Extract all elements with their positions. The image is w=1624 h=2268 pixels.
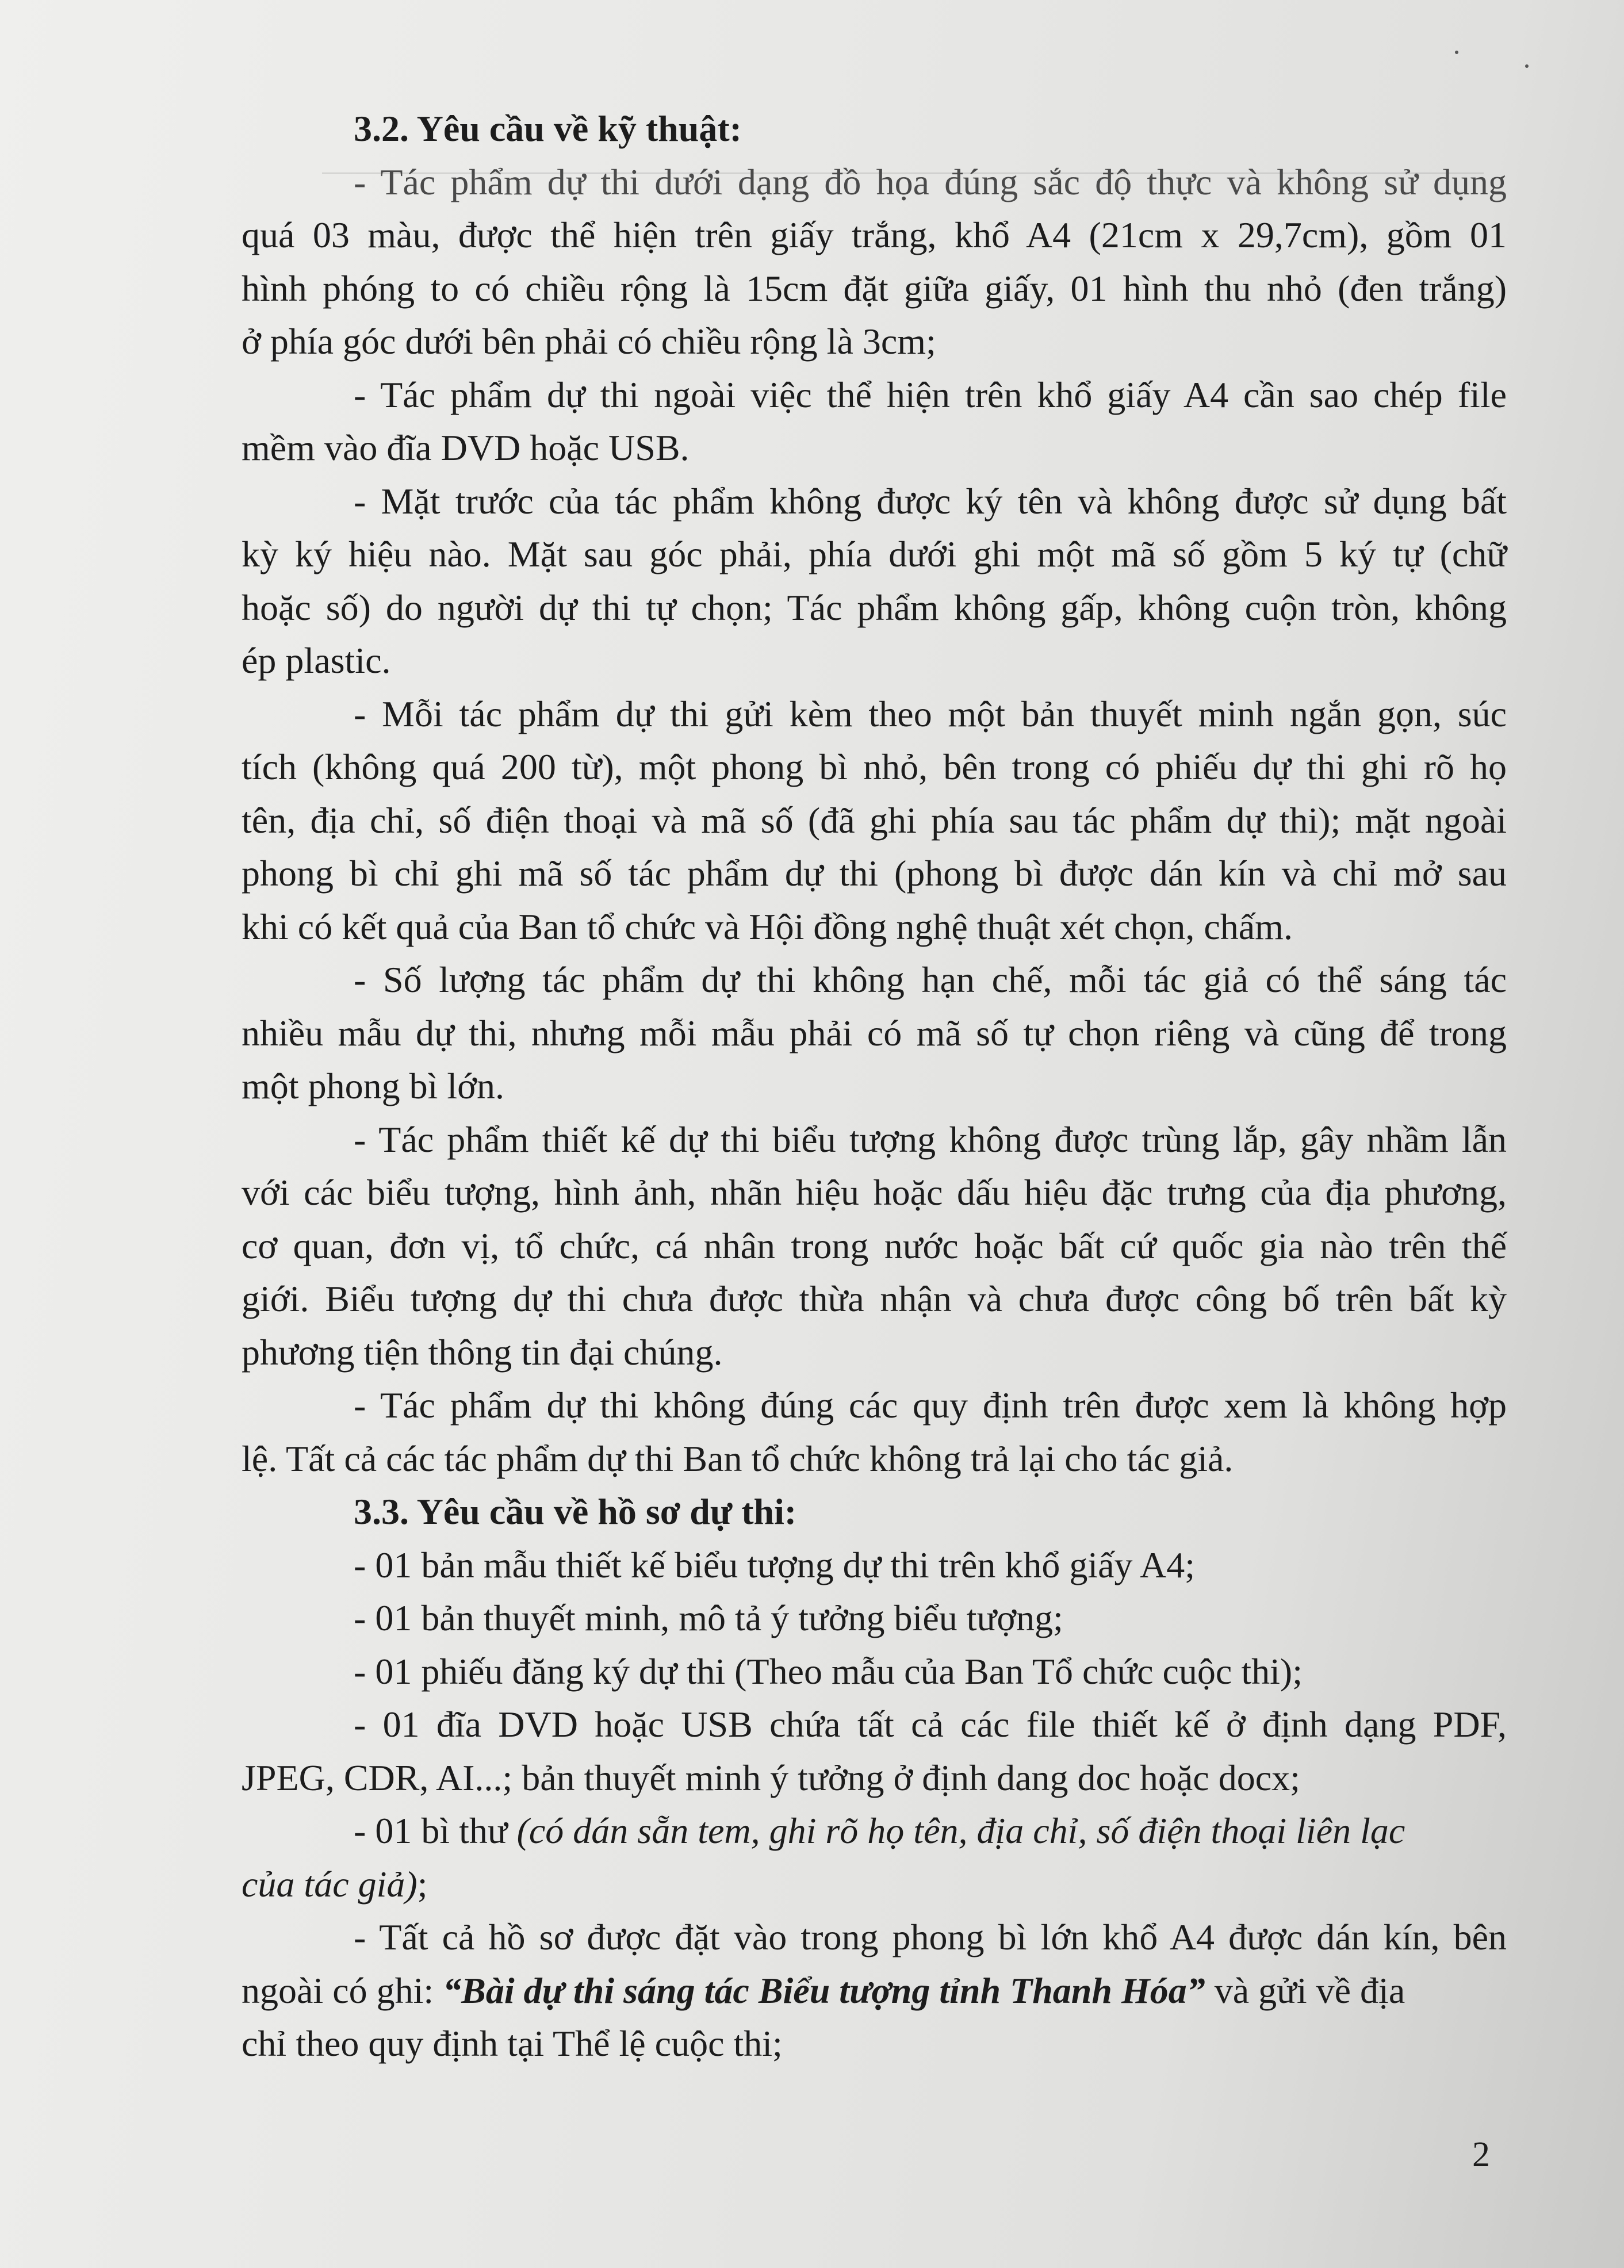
text-line: - 01 đĩa DVD hoặc USB chứa tất cả các file thiết kế ở định dạng PDF, (354, 1704, 1507, 1745)
text-line: khi có kết quả của Ban tổ chức và Hội đồng nghệ thuật xét chọn, chấm. (242, 906, 1293, 947)
text-line: phương tiện thông tin đại chúng. (242, 1331, 723, 1373)
text-segment: - 01 bì thư (354, 1810, 517, 1851)
text-line: JPEG, CDR, AI...; bản thuyết minh ý tưởng ở định dang doc hoặc docx; (242, 1757, 1300, 1798)
text-line: ở phía góc dưới bên phải có chiều rộng là 3cm; (242, 321, 936, 362)
text-line: với các biểu tượng, hình ảnh, nhãn hiệu hoặc dấu hiệu đặc trưng của địa phương, (242, 1172, 1507, 1213)
scan-speck (1525, 64, 1529, 68)
text-line: tích (không quá 200 từ), một phong bì nhỏ, bên trong có phiếu dự thi ghi rõ họ (242, 746, 1507, 787)
text-line: - Mặt trước của tác phẩm không được ký tên và không được sử dụng bất (354, 480, 1507, 522)
paragraph-front-back-marking (242, 475, 1507, 688)
paragraph-originality (242, 1113, 1507, 1380)
paragraph-digital-copy (242, 369, 1507, 475)
paragraph-explanation-envelope (242, 688, 1507, 954)
section-heading-3-2: 3.2. Yêu cầu về kỹ thuật: (354, 108, 742, 149)
requirement-item-submission (242, 1911, 1507, 2071)
requirement-item-envelope (242, 1805, 1507, 1911)
text-line: - Mỗi tác phẩm dự thi gửi kèm theo một bản thuyết minh ngắn gọn, súc (354, 693, 1507, 734)
text-line: kỳ ký hiệu nào. Mặt sau góc phải, phía dưới ghi một mã số gồm 5 ký tự (chữ (242, 534, 1507, 574)
text-segment: ; (417, 1863, 428, 1905)
text-line: giới. Biểu tượng dự thi chưa được thừa nhận và chưa được công bố trên bất kỳ (242, 1278, 1507, 1319)
section-heading-3-3: 3.3. Yêu cầu về hồ sơ dự thi: (354, 1491, 797, 1532)
text-line: chỉ theo quy định tại Thể lệ cuộc thi; (242, 2023, 783, 2064)
text-line: - Số lượng tác phẩm dự thi không hạn chế, mỗi tác giả có thể sáng tác (354, 959, 1507, 1000)
text-line: - Tác phẩm dự thi không đúng các quy định trên được xem là không hợp (354, 1385, 1507, 1426)
text-line: mềm vào đĩa DVD hoặc USB. (242, 427, 690, 468)
text-line: quá 03 màu, được thể hiện trên giấy trắng, khổ A4 (21cm x 29,7cm), gồm 01 (242, 214, 1507, 255)
text-line: hoặc số) do người dự thi tự chọn; Tác phẩm không gấp, không cuộn tròn, không (242, 587, 1507, 628)
page-number: 2 (1472, 2135, 1490, 2174)
text-line (242, 1964, 1507, 2018)
text-line: phong bì chỉ ghi mã số tác phẩm dự thi (phong bì được dán kín và chỉ mở sau (242, 853, 1507, 894)
text-line: tên, địa chỉ, số điện thoại và mã số (đã ghi phía sau tác phẩm dự thi); mặt ngoài (242, 799, 1507, 841)
text-line: hình phóng to có chiều rộng là 15cm đặt giữa giấy, 01 hình thu nhỏ (đen trắng) (242, 267, 1507, 309)
text-line: nhiều mẫu dự thi, nhưng mỗi mẫu phải có mã số tự chọn riêng và cũng để trong (242, 1012, 1507, 1053)
text-line: ép plastic. (242, 640, 391, 681)
text-line: - Tác phẩm thiết kế dự thi biểu tượng không được trùng lắp, gây nhầm lẫn (354, 1118, 1507, 1160)
text-line: - Tác phẩm dự thi dưới dạng đồ họa đúng sắc độ thực và không sử dụng (354, 161, 1507, 202)
text-line: - Tất cả hồ sơ được đặt vào trong phong bì lớn khổ A4 được dán kín, bên (354, 1917, 1507, 1957)
paragraph-quantity (242, 953, 1507, 1113)
requirement-item: - 01 bản thuyết minh, mô tả ý tưởng biểu tượng; (354, 1597, 1063, 1638)
paragraph-invalid-entries (242, 1379, 1507, 1485)
scan-speck (1455, 51, 1458, 54)
text-line: một phong bì lớn. (242, 1066, 504, 1106)
quoted-title: “Bài dự thi sáng tác Biểu tượng tỉnh Thanh Hóa” (443, 1970, 1205, 2011)
requirement-item: - 01 phiếu đăng ký dự thi (Theo mẫu của Ban Tổ chức cuộc thi); (354, 1650, 1303, 1692)
text-line (242, 1858, 1507, 1911)
text-segment: ngoài có ghi: (242, 1970, 443, 2011)
requirement-item: - 01 bản mẫu thiết kế biểu tượng dự thi trên khổ giấy A4; (354, 1544, 1195, 1585)
text-line: - Tác phẩm dự thi ngoài việc thể hiện trên khổ giấy A4 cần sao chép file (354, 374, 1507, 415)
paragraph-technical-format (242, 156, 1507, 369)
text-line: lệ. Tất cả các tác phẩm dự thi Ban tổ chức không trả lại cho tác giả. (242, 1438, 1234, 1479)
italic-text-segment: của tác giả) (242, 1863, 418, 1905)
requirement-item-files (242, 1698, 1507, 1805)
italic-text-segment: (có dán sẵn tem, ghi rõ họ tên, địa chỉ, số điện thoại liên lạc (516, 1810, 1405, 1851)
document-body (242, 102, 1507, 2071)
text-line: cơ quan, đơn vị, tổ chức, cá nhân trong nước hoặc bất cứ quốc gia nào trên thế (242, 1225, 1507, 1266)
text-segment: và gửi về địa (1205, 1970, 1405, 2011)
text-line (242, 1805, 1507, 1858)
